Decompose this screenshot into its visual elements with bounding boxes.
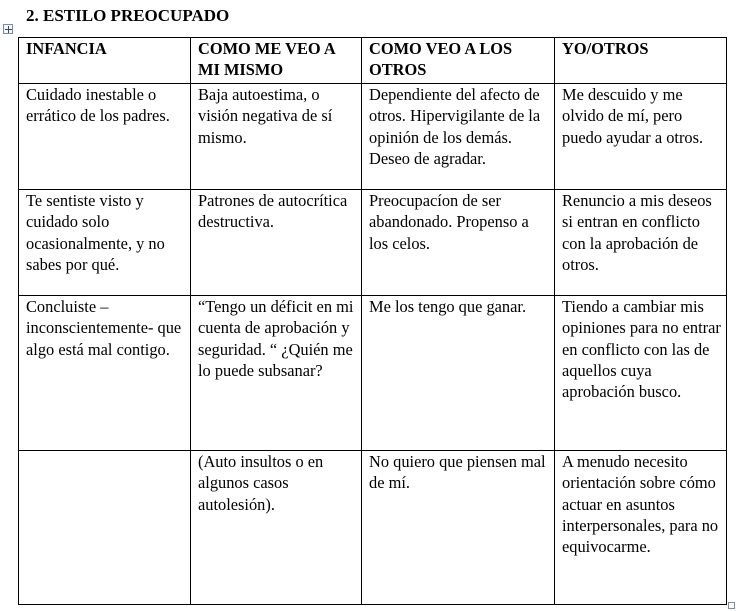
table-cell: Tiendo a cambiar mis opiniones para no entrar en conflicto con las de aquellos cuya aprobación busco. bbox=[555, 296, 727, 451]
table-row bbox=[19, 296, 727, 451]
table-cell: Baja autoestima, o visión negativa de sí mismo. bbox=[191, 84, 362, 190]
table-resize-handle-icon[interactable] bbox=[728, 602, 735, 609]
document-title: 2. ESTILO PREOCUPADO bbox=[26, 6, 230, 25]
table-row bbox=[19, 84, 727, 190]
table-cell: “Tengo un déficit en mi cuenta de aprobación y seguridad. “ ¿Quién me lo puede subsanar? bbox=[191, 296, 362, 451]
table-cell: A menudo necesito orientación sobre cómo actuar en asuntos interpersonales, para no equivocarme. bbox=[555, 451, 727, 605]
table-cell: No quiero que piensen mal de mí. bbox=[362, 451, 555, 605]
table-cell: Renuncio a mis deseos si entran en conflicto con la aprobación de otros. bbox=[555, 190, 727, 296]
header-cell-infancia: INFANCIA bbox=[19, 38, 191, 84]
table-cell: Me descuido y me olvido de mí, pero puedo ayudar a otros. bbox=[555, 84, 727, 190]
table-cell: Cuidado inestable o errático de los padres. bbox=[19, 84, 191, 190]
header-cell-como-veo-otros: COMO VEO A LOS OTROS bbox=[362, 38, 555, 84]
table-move-handle-icon[interactable] bbox=[3, 24, 13, 34]
table-row bbox=[19, 451, 727, 605]
table-cell: (Auto insultos o en algunos casos autolesión). bbox=[191, 451, 362, 605]
table-cell: Te sentiste visto y cuidado solo ocasionalmente, y no sabes por qué. bbox=[19, 190, 191, 296]
table-cell: Preocupacíon de ser abandonado. Propenso a los celos. bbox=[362, 190, 555, 296]
header-cell-como-me-veo: COMO ME VEO A MI MISMO bbox=[191, 38, 362, 84]
attachment-style-table bbox=[18, 37, 727, 605]
table-cell-empty bbox=[19, 451, 191, 605]
table-cell: Patrones de autocrítica destructiva. bbox=[191, 190, 362, 296]
table-header-row bbox=[19, 38, 727, 84]
table-row bbox=[19, 190, 727, 296]
table-cell: Concluiste – inconscientemente- que algo está mal contigo. bbox=[19, 296, 191, 451]
table-cell: Me los tengo que ganar. bbox=[362, 296, 555, 451]
header-cell-yo-otros: YO/OTROS bbox=[555, 38, 727, 84]
table-cell: Dependiente del afecto de otros. Hipervigilante de la opinión de los demás. Deseo de agradar. bbox=[362, 84, 555, 190]
